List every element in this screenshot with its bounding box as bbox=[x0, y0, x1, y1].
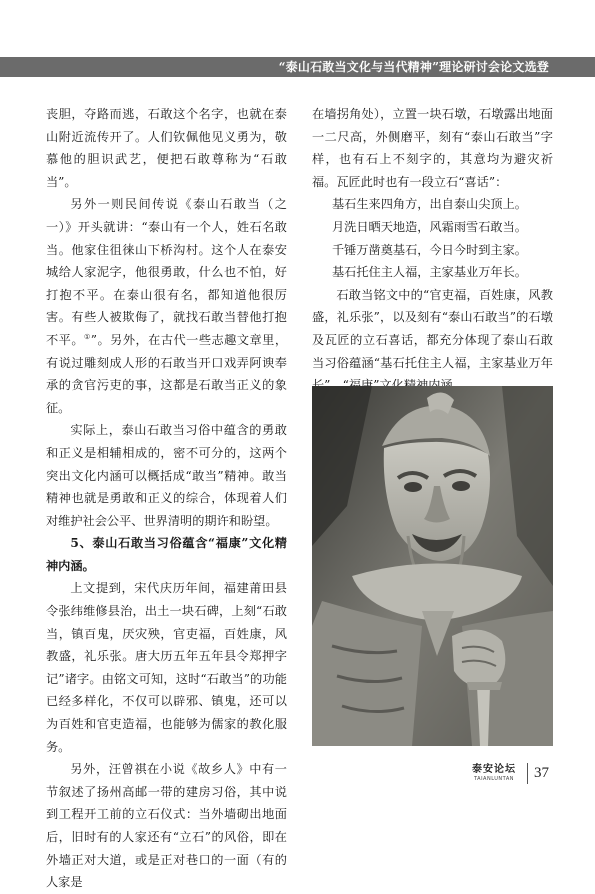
paragraph: 丧胆，夺路而逃，石敢这个名字，也就在泰山附近流传开了。人们钦佩他见义勇为，敬慕他的胆识武艺，便把石敢尊称为“石敢当”。 bbox=[46, 107, 287, 189]
verse-line: 基石生来四角方，出自泰山尖顶上。 bbox=[332, 197, 527, 212]
section-heading: 5、泰山石敢当习俗蕴含“福康”文化精神内涵。 bbox=[46, 536, 287, 573]
right-column bbox=[312, 103, 553, 397]
stone-carving-illustration bbox=[312, 386, 553, 746]
paragraph-text: 另外一则民间传说《泰山石敢当（之一）》开头就讲：“泰山有一个人，姓石名敢当。他家住徂徕山下桥沟村。这个人在泰安城给人家泥字，他很勇敢，什么也不怕，好打抱不平。在泰山很有名，都知道他很厉害。有些人被欺侮了，就找石敢当替他打抱不平。 bbox=[46, 197, 287, 347]
running-header-title: “泰山石敢当文化与当代精神”理论研讨会论文选登 bbox=[278, 60, 549, 74]
footnote-marker: ① bbox=[84, 332, 91, 341]
paragraph: 实际上，泰山石敢当习俗中蕴含的勇敢和正义是相辅相成的，密不可分的，这两个突出文化内涵可以概括成“敢当”精神。敢当精神也就是勇敢和正义的综合，体现着人们对维护社会公平、世界清明的期许和盼望。 bbox=[46, 423, 287, 528]
journal-name-pinyin: TAIANLUNTAN bbox=[474, 776, 514, 782]
paragraph: 另外，汪曾祺在小说《故乡人》中有一节叙述了扬州高邮一带的建房习俗，其中说到工程开工前的立石仪式：当外墙砌出地面后，旧时有的人家还有“立石”的风俗，即在外墙正对大道，或是正对巷口的一面（有的人家是 bbox=[46, 762, 287, 890]
left-column bbox=[46, 103, 287, 894]
paragraph bbox=[46, 193, 287, 419]
paragraph: 在墙拐角处），立置一块石墩，石墩露出地面一二尺高，外侧磨平，刻有“泰山石敢当”字样，也有石上不刻字的，其意均为避灾祈福。瓦匠此时也有一段立石“喜话”： bbox=[312, 107, 553, 189]
paragraph-text: ”。另外，在古代一些志趣文章里，有说过雕刻成人形的石敢当开口戏弄阿谀奉承的贪官污吏的事，这都是石敢当正义的象征。 bbox=[46, 332, 288, 415]
paragraph: 上文提到，宋代庆历年间，福建莆田县令张纬维修县治，出土一块石碑，上刻“石敢当，镇百鬼，厌灾殃，官吏福，百姓康，风教盛，礼乐张。唐大历五年五年县令郑押字记”诸字。由铭文可知，这时“石敢当”的功能已经多样化，不仅可以辟邪、镇鬼，还可以为百姓和官吏造福，也能够为儒家的教化服务。 bbox=[46, 581, 287, 754]
footer-divider bbox=[527, 763, 528, 784]
verse-line: 月洗日晒天地造，风霜雨雪石敢当。 bbox=[332, 219, 527, 234]
verse-line: 基石托住主人福，主家基业万年长。 bbox=[332, 265, 527, 280]
journal-name: 泰安论坛 bbox=[472, 764, 516, 775]
verse-line: 千锤万凿奠基石，今日今时到主家。 bbox=[332, 242, 527, 257]
paragraph: 石敢当铭文中的“官吏福，百姓康，风教盛，礼乐张”，以及刻有“泰山石敢当”的石墩及瓦匠的立石喜话，都充分体现了泰山石敢当习俗蕴涵“基石托住主人福，主家基业万年 bbox=[312, 287, 553, 370]
stone-carving-photo bbox=[312, 386, 553, 746]
page-number: 37 bbox=[534, 765, 549, 781]
journal-logo bbox=[464, 764, 524, 783]
